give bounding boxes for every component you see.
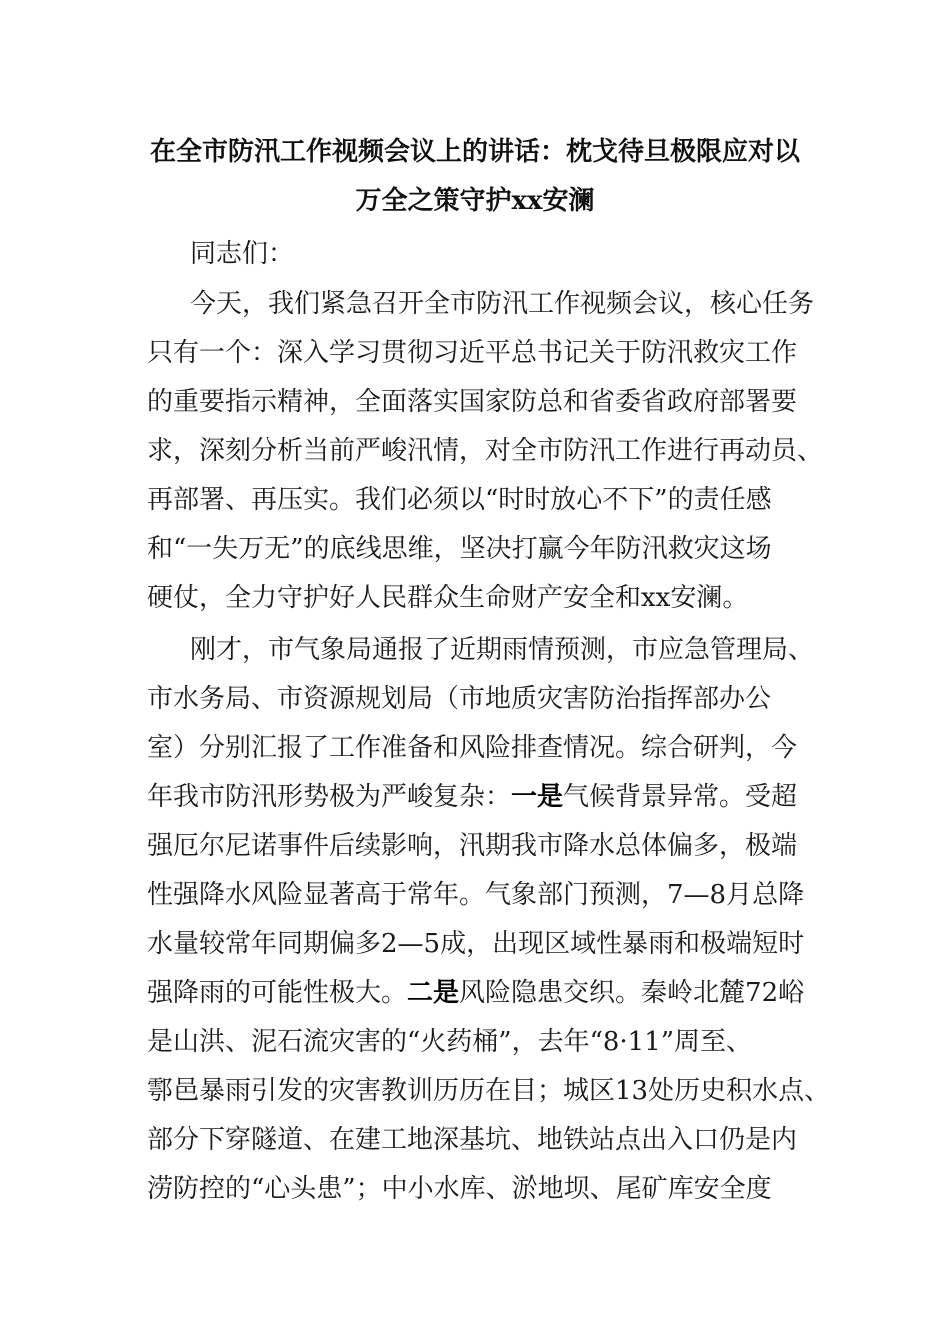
paragraph-1-line: 求，深刻分析当前严峻汛情，对全市防汛工作进行再动员、 — [147, 436, 824, 466]
paragraph-1-line: 今天，我们紧急召开全市防汛工作视频会议，核心任务 — [190, 289, 815, 319]
document-title-line-1: 在全市防汛工作视频会议上的讲话：枕戈待旦极限应对以 — [149, 137, 800, 167]
salutation: 同志们： — [190, 239, 295, 269]
text-run: 风险隐患交织。秦岭北麓72峪 — [459, 978, 805, 1008]
paragraph-2-line: 水量较常年同期偏多2—5成，出现区域性暴雨和极端短时 — [147, 929, 805, 959]
document-title-line-2: 万全之策守护xx安澜 — [355, 186, 595, 216]
paragraph-1-line: 和“一失万无”的底线思维，坚决打赢今年防汛救灾这场 — [147, 534, 772, 564]
paragraph-1-line: 的重要指示精神，全面落实国家防总和省委省政府部署要 — [147, 387, 798, 417]
paragraph-2-line: 室）分别汇报了工作准备和风险排查情况。综合研判，今 — [147, 733, 798, 763]
paragraph-2-line: 刚才，市气象局通报了近期雨情预测，市应急管理局、 — [190, 635, 815, 665]
paragraph-2-line: 部分下穿隧道、在建工地深基坑、地铁站点出入口仍是内 — [147, 1125, 798, 1155]
paragraph-2-line: 性强降水风险显著高于常年。气象部门预测，7—8月总降 — [147, 880, 805, 910]
emphasis-second-point: 二是 — [407, 978, 460, 1008]
paragraph-2-line — [147, 780, 797, 814]
paragraph-2-line: 强厄尔尼诺事件后续影响，汛期我市降水总体偏多，极端 — [147, 831, 798, 861]
paragraph-2-line — [147, 976, 804, 1010]
paragraph-1-line: 只有一个：深入学习贯彻习近平总书记关于防汛救灾工作 — [147, 338, 798, 368]
text-run: 强降雨的可能性极大。 — [147, 978, 408, 1008]
text-run: 气候背景异常。受超 — [563, 782, 798, 812]
text-run: 年我市防汛形势极为严峻复杂： — [147, 782, 512, 812]
paragraph-1-line: 再部署、再压实。我们必须以“时时放心不下”的责任感 — [147, 485, 772, 515]
paragraph-1-line: 硬仗，全力守护好人民群众生命财产安全和xx安澜。 — [147, 583, 749, 613]
paragraph-2-line: 鄠邑暴雨引发的灾害教训历历在目；城区13处历史积水点、 — [147, 1076, 831, 1106]
paragraph-2-line: 是山洪、泥石流灾害的“火药桶”，去年“8·11”周至、 — [147, 1027, 753, 1057]
paragraph-2-line: 市水务局、市资源规划局（市地质灾害防治指挥部办公 — [147, 684, 772, 714]
paragraph-2-line: 涝防控的“心头患”；中小水库、淤地坝、尾矿库安全度 — [147, 1174, 772, 1204]
emphasis-first-point: 一是 — [511, 782, 564, 812]
